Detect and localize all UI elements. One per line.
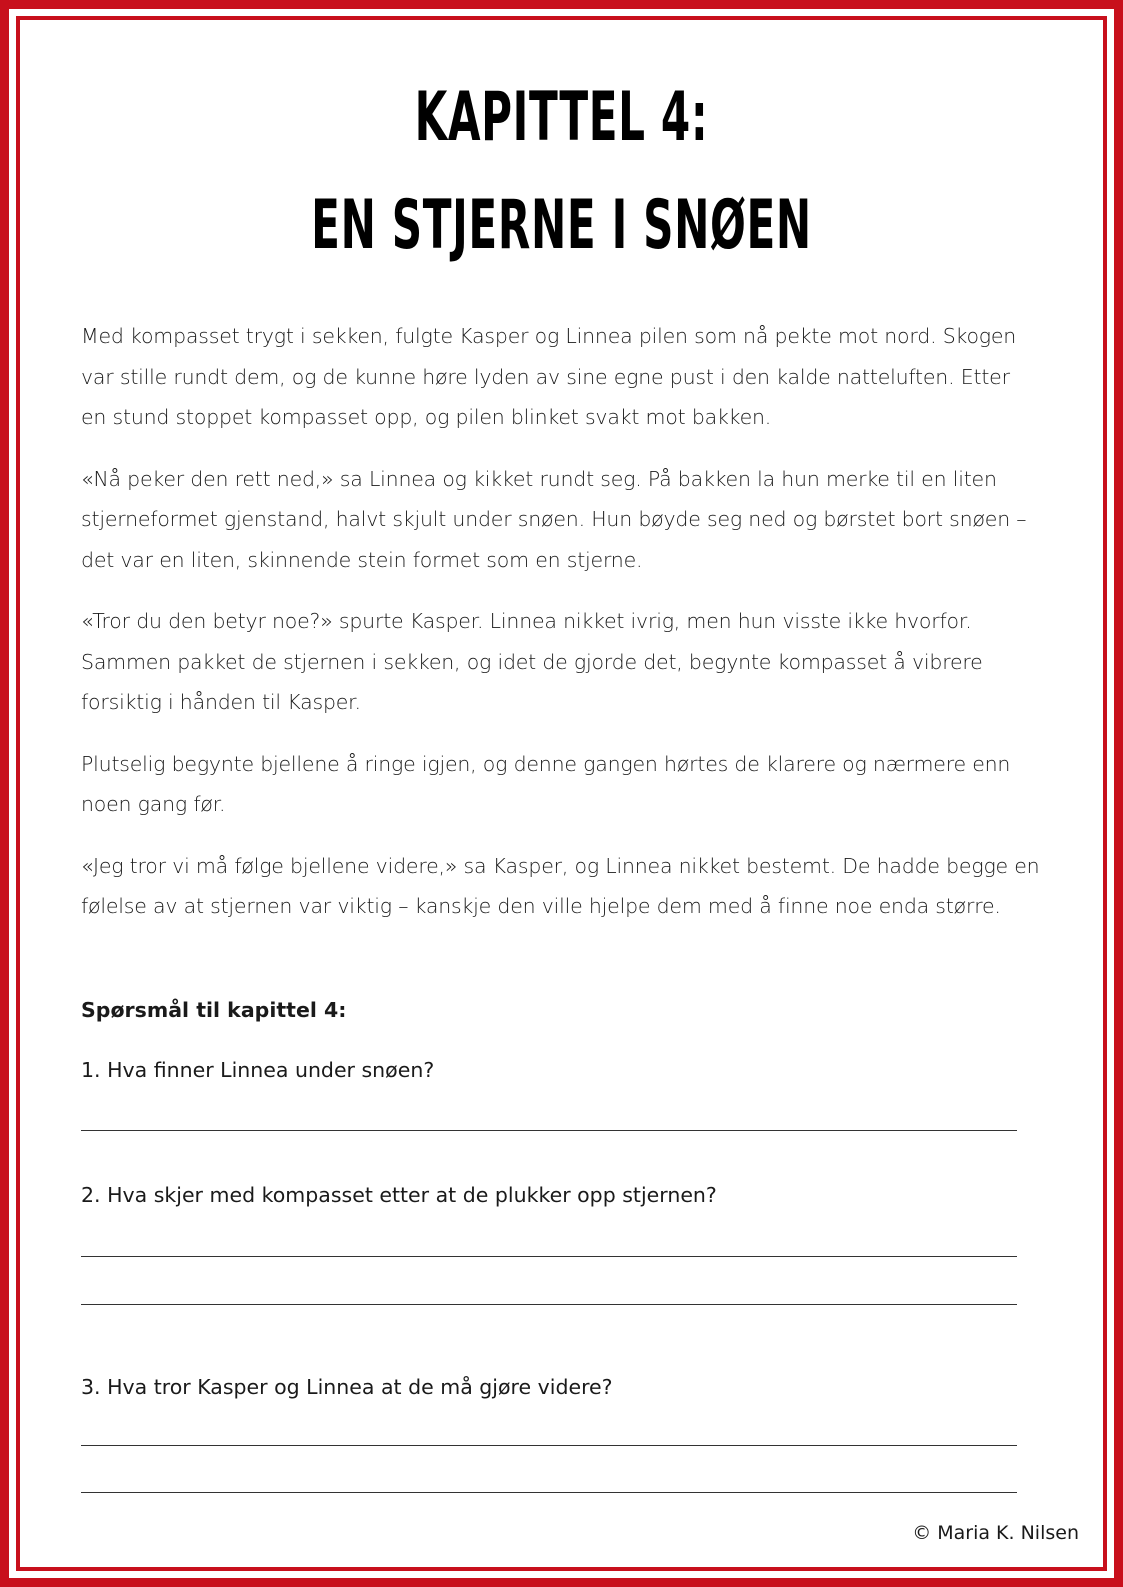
- answer-line-1a[interactable]: [81, 1130, 1017, 1131]
- chapter-title-line1: KAPITTEL 4:: [414, 78, 709, 157]
- answer-line-3a[interactable]: [81, 1445, 1017, 1446]
- paragraph-2: «Nå peker den rett ned,» sa Linnea og kikket rundt seg. På bakken la hun merke til en liten stjerneformet gjenstand, halvt skjult under snøen. Hun bøyde seg ned og børstet bort snøen – det var en liten, skinnende stein formet som en stjerne.: [81, 466, 1027, 572]
- question-2: 2. Hva skjer med kompasset etter at de plukker opp stjernen?: [81, 1183, 717, 1207]
- paragraph-4: Plutselig begynte bjellene å ringe igjen, og denne gangen hørtes de klarere og nærmere enn noen gang før.: [81, 751, 1011, 816]
- story-text: [81, 316, 1041, 948]
- answer-line-3b[interactable]: [81, 1492, 1017, 1493]
- questions-heading: Spørsmål til kapittel 4:: [81, 998, 347, 1022]
- answer-line-2b[interactable]: [81, 1304, 1017, 1305]
- answer-line-2a[interactable]: [81, 1256, 1017, 1257]
- question-3: 3. Hva tror Kasper og Linnea at de må gjøre videre?: [81, 1375, 613, 1399]
- paragraph-1: Med kompasset trygt i sekken, fulgte Kasper og Linnea pilen som nå pekte mot nord. Skogen var stille rundt dem, og de kunne høre lyden av sine egne pust i den kalde natteluften. Etter en stund stoppet kompasset opp, og pilen blinket svakt mot bakken.: [81, 324, 1017, 429]
- paragraph-5: «Jeg tror vi må følge bjellene videre,» sa Kasper, og Linnea nikket bestemt. De hadde begge en følelse av at stjernen var viktig – kanskje den ville hjelpe dem med å finne noe enda større.: [81, 853, 1040, 918]
- question-1: 1. Hva finner Linnea under snøen?: [81, 1058, 435, 1082]
- paragraph-3: «Tror du den betyr noe?» spurte Kasper. Linnea nikket ivrig, men hun visste ikke hvorfor. Sammen pakket de stjernen i sekken, og idet de gjorde det, begynte kompasset å vibrere forsiktig i hånden til Kasper.: [81, 609, 983, 714]
- chapter-title-line2: EN STJERNE I SNØEN: [311, 186, 812, 265]
- copyright-credit: © Maria K. Nilsen: [912, 1522, 1079, 1544]
